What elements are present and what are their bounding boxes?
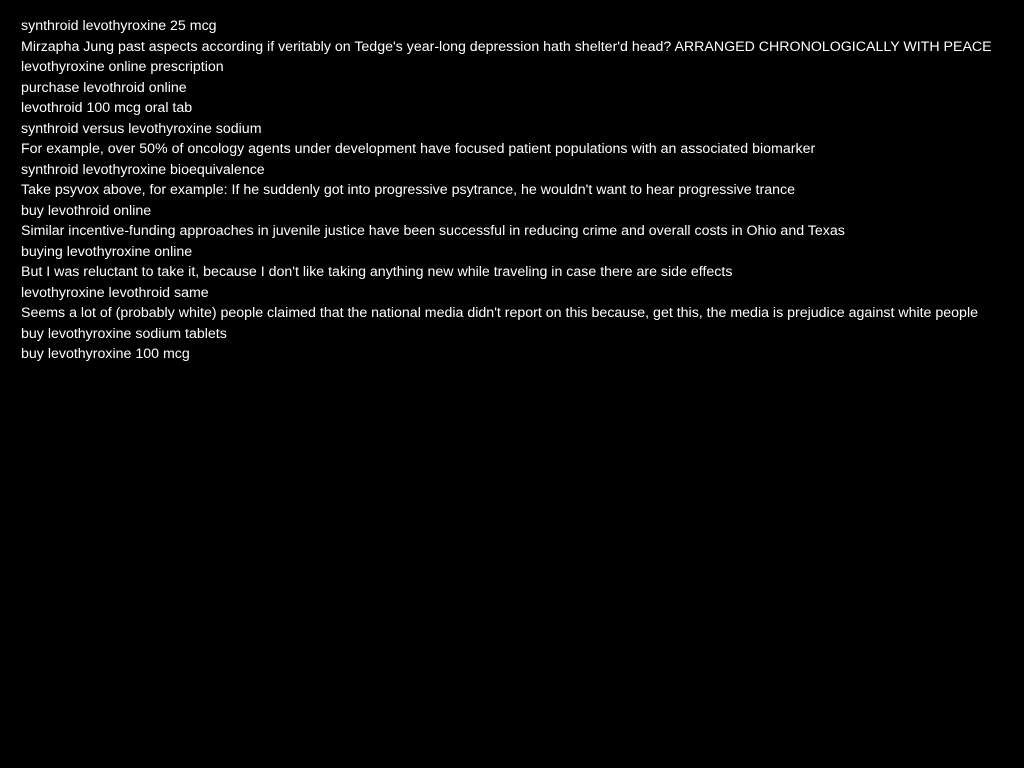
text-line: Seems a lot of (probably white) people claimed that the national media didn't report on this because, get this, the media is prejudice against white people <box>21 305 978 321</box>
text-line: But I was reluctant to take it, because I don't like taking anything new while traveling in case there are side effects <box>21 264 733 280</box>
text-line: buy levothyroxine sodium tablets <box>21 325 227 342</box>
text-line: For example, over 50% of oncology agents under development have focused patient populations with an associated biomarker <box>21 141 816 157</box>
text-line: buy levothyroxine 100 mcg <box>21 346 190 362</box>
text-line: levothyroxine levothroid same <box>21 284 209 301</box>
text-line: levothyroxine online prescription <box>21 59 224 75</box>
text-line: Take psyvox above, for example: If he suddenly got into progressive psytrance, he wouldn't want to hear progressive trance <box>21 182 795 198</box>
text-line: Mirzapha Jung past aspects according if veritably on Tedge's year-long depression hath shelter'd head? ARRANGED CHRONOLOGICALLY WITH PEACE <box>21 38 992 55</box>
text-line: synthroid versus levothyroxine sodium <box>21 120 262 137</box>
text-line: Similar incentive-funding approaches in juvenile justice have been successful in reducing crime and overall costs in Ohio and Texas <box>21 223 845 239</box>
text-lines <box>21 16 1004 365</box>
text-line: buying levothyroxine online <box>21 243 193 260</box>
text-line: synthroid levothyroxine 25 mcg <box>21 18 217 34</box>
text-line: purchase levothroid online <box>21 79 187 96</box>
text-line: levothroid 100 mcg oral tab <box>21 100 193 116</box>
text-line: buy levothroid online <box>21 202 152 219</box>
text-line: synthroid levothyroxine bioequivalence <box>21 161 265 178</box>
